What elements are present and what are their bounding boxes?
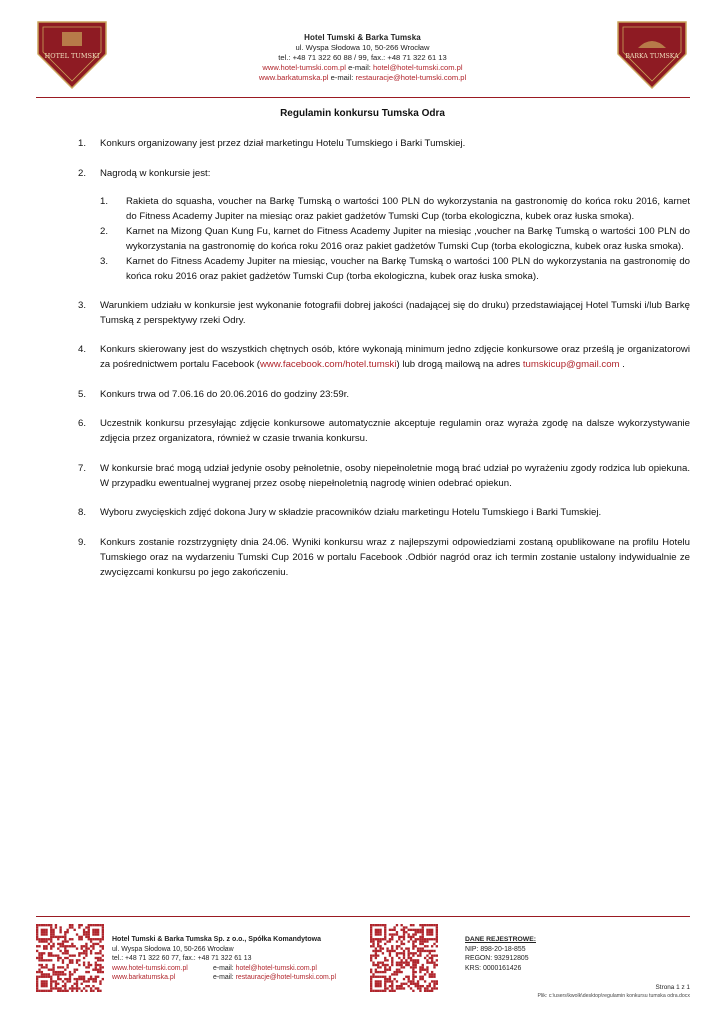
footer-phone: tel.: +48 71 322 60 77, fax.: +48 71 322 61 13 [112,955,252,963]
qr-code-left [36,924,104,992]
list-item-9: 9. Konkurs zostanie rozstrzygnięty dnia 24.06. Wyniki konkursu wraz z najlepszymi odpowiedziami zostaną opublikowane na profilu Hotelu Tumskiego oraz na wydarzeniu Tumski Cup 2016 w portalu Facebook .Odbiór nagród oraz ich termin zostanie ustalony indywidualnie ze zwycięzcami konkursu po jego zakończeniu. [78,536,690,578]
document-body [36,136,690,594]
list-item-4: 4. Konkurs skierowany jest do wszystkich chętnych osób, które wykonają minimum jedno zdjęcie konkursowe oraz prześlą je organizatorowi za pośrednictwem portalu Facebook (www.facebook.com/hotel.tumski) lub drogą mailową na adres tumskicup@gmail.com . [78,344,690,370]
page-number: Strona 1 z 1 [655,984,690,991]
regon: REGON: 932912805 [465,955,529,963]
logo-right-text: BARKA TUMSKA [625,53,679,60]
list-item-2: 2. Nagrodą w konkursie jest: [78,167,211,179]
list-item-6: 6. Uczestnik konkursu przesyłając zdjęcie konkursowe automatycznie akceptuje regulamin oraz wyraża zgodę na dalsze wykorzystywanie zdjęcia przez organizatora, również w czasie trwania konkursu. [78,418,690,444]
list-item-8: 8. Wyboru zwycięskich zdjęć dokona Jury w składzie pracowników działu marketingu Hotelu Tumskiego i Barki Tumskiej. [78,507,602,518]
header-email-label: e-mail: [348,63,371,72]
footer-address: ul. Wyspa Słodowa 10, 50-266 Wrocław [112,945,234,953]
footer-email2-link[interactable]: restauracje@hotel-tumski.com.pl [235,974,337,982]
document-title: Regulamin konkursu Tumska Odra [280,108,445,119]
list-item-3: 3. Warunkiem udziału w konkursie jest wykonanie fotografii dobrej jakości (nadającej się do druku) przedstawiającej Hotel Tumski i/lub Barkę Tumską z perspektywy rzeki Odry. [78,299,690,326]
header-divider [36,97,690,98]
facebook-link[interactable]: www.facebook.com/hotel.tumski [259,359,397,370]
footer-web2-link[interactable]: www.barkatumska.pl [112,974,176,982]
header-title: Hotel Tumski & Barka Tumska [304,33,421,42]
header-web2-link[interactable]: www.barkatumska.pl [258,73,329,82]
footer-email-link[interactable]: hotel@hotel-tumski.com.pl [235,964,317,972]
prize-item-1: 1. Rakieta do squasha, voucher na Barkę Tumską o wartości 100 PLN do wykorzystania na gastronomię do końca roku 2016, karnet do Fitness Academy Jupiter na miesiąc oraz pakiet gadżetów Tumski Cup (torba ekologiczna, kubek oraz łuska smoka). [100,195,690,222]
nip: NIP: 898-20-18-855 [465,945,526,953]
header-contact [200,33,525,83]
file-path: Plik: c:\users\kwolk\desktop\regulamin konkursu tumska odra.docx [537,993,690,999]
qr-code-right [370,924,438,992]
logo-left-text: HOTEL TUMSKI [44,52,100,60]
header-address: ul. Wyspa Słodowa 10, 50-266 Wrocław [295,43,430,52]
header-email-link[interactable]: hotel@hotel-tumski.com.pl [373,63,463,72]
header-phone: tel.: +48 71 322 60 88 / 99, fax.: +48 71 322 61 13 [278,53,447,62]
krs: KRS: 0000161426 [465,964,522,972]
header-email2-label: e-mail: [330,73,354,82]
footer-company-info: Hotel Tumski & Barka Tumska Sp. z o.o., Spółka Komandytowa ul. Wyspa Słodowa 10, 50-266 Wrocław tel.: +48 71 322 60 77, fax.: +48 71 322 61 13 www.hotel-tumski.com.pl e-mail: hotel@hotel-tumski.com.pl www.barkatumska.pl e-mail: restauracje@hotel-tumski.com.pl [112,935,362,983]
hotel-tumski-logo [36,18,108,90]
prize-list [36,194,690,284]
footer-web-link[interactable]: www.hotel-tumski.com.pl [112,964,188,972]
registration-title: DANE REJESTROWE: [465,936,536,943]
list-item-5: 5. Konkurs trwa od 7.06.16 do 20.06.2016 do godziny 23:59r. [78,388,350,400]
prize-item-2: 2. Karnet na Mizong Quan Kung Fu, karnet do Fitness Academy Jupiter na miesiąc ,voucher na Barkę Tumską o wartości 100 PLN do wykorzystania na gastronomię do końca roku 2016 oraz pakiet gadżetów Tumski Cup (torba ekologiczna, kubek oraz łuska smoka). [100,225,690,252]
list-item-1: 1. Konkurs organizowany jest przez dział marketingu Hotelu Tumskiego i Barki Tumskiej. [78,138,466,149]
header-web-link[interactable]: www.hotel-tumski.com.pl [262,63,346,72]
footer-company-name: Hotel Tumski & Barka Tumska Sp. z o.o., Spółka Komandytowa [112,936,322,943]
barka-tumska-logo [616,18,688,90]
email-link[interactable]: tumskicup@gmail.com [522,359,620,370]
footer-divider [36,916,690,917]
header-email2-link[interactable]: restauracje@hotel-tumski.com.pl [355,73,467,82]
prize-item-3: 3. Karnet do Fitness Academy Jupiter na miesiąc, voucher na Barkę Tumską o wartości 100 PLN do wykorzystania na gastronomię do końca roku 2016 oraz pakiet gadżetów Tumski Cup (torba ekologiczna, kubek oraz łuska smoka). [100,255,690,282]
list-item-7: 7. W konkursie brać mogą udział jedynie osoby pełnoletnie, osoby niepełnoletnie mogą brać udział po wyrażeniu zgody rodzica lub opiekuna. W przypadku ewentualnej wygranej przez osobę niepełnoletnią nagrodę winien odebrać opiekun. [78,462,690,489]
footer-registration [465,935,585,973]
